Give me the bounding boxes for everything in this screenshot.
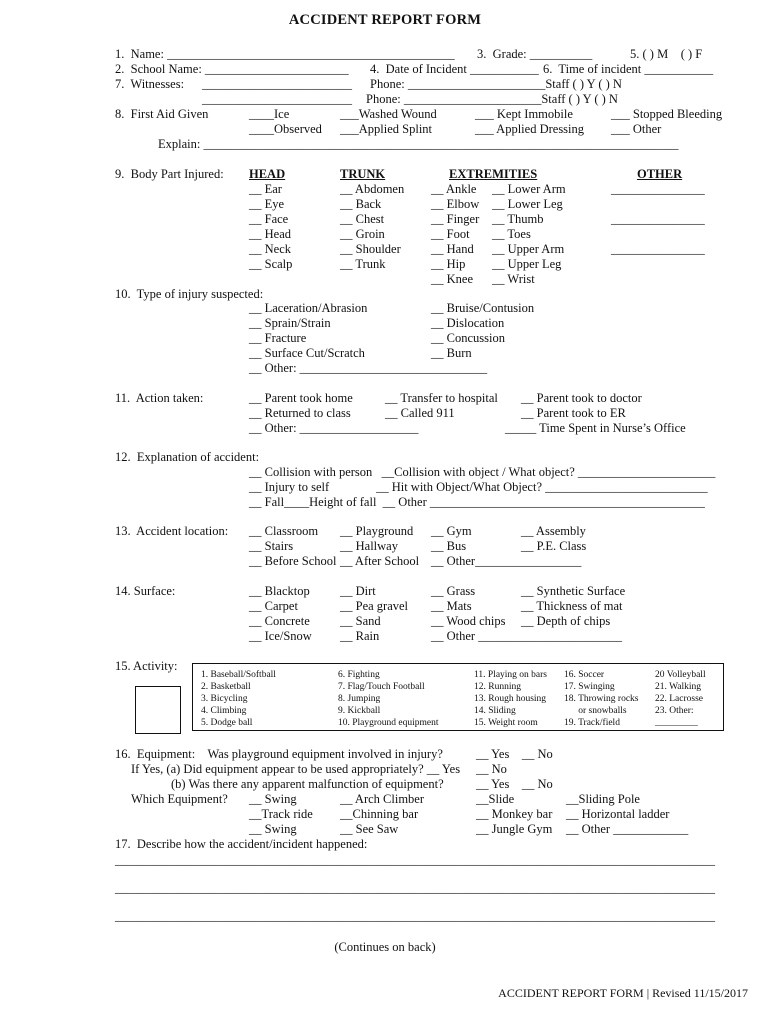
body-part-label: 9. Body Part Injured:: [115, 167, 224, 181]
trunk-trunk[interactable]: __ Trunk: [340, 257, 386, 271]
equipment-answer-2[interactable]: __ No: [476, 762, 507, 776]
action-called-911[interactable]: __ Called 911: [385, 406, 455, 420]
injury-dislocation[interactable]: __ Dislocation: [431, 316, 505, 330]
name-field[interactable]: 1. Name: ______________________________________________: [115, 47, 455, 61]
time-field[interactable]: 6. Time of incident ___________: [543, 62, 714, 76]
ext-upper-arm[interactable]: __ Upper Arm: [492, 242, 565, 256]
activity-19: 19. Track/field: [564, 718, 620, 728]
page-footer: ACCIDENT REPORT FORM | Revised 11/15/2017: [498, 986, 748, 1000]
explanation-row-2[interactable]: __ Injury to self __ Hit with Object/What Object? __________________________: [249, 480, 708, 494]
activity-9: 9. Kickball: [338, 706, 381, 716]
explanation-row-3[interactable]: __ Fall____Height of fall __ Other ____________________________________________: [249, 495, 705, 509]
head-face[interactable]: __ Face: [249, 212, 289, 226]
location-stairs[interactable]: __ Stairs: [249, 539, 294, 553]
witness-1-phone[interactable]: Phone: ______________________Staff ( ) Y ( ) N: [370, 77, 622, 91]
action-other[interactable]: __ Other: ___________________: [249, 421, 419, 435]
equipment-answer-1[interactable]: __ Yes __ No: [476, 747, 553, 761]
surface-ice-snow[interactable]: __ Ice/Snow: [249, 629, 312, 643]
activity-20: 20 Volleyball: [655, 670, 706, 680]
extremities-heading: EXTREMITIES: [449, 167, 538, 181]
continues-note: (Continues on back): [334, 940, 436, 954]
equip-see-saw[interactable]: __ See Saw: [340, 822, 399, 836]
surface-blacktop[interactable]: __ Blacktop: [249, 584, 310, 598]
activity-18-cont: or snowballs: [564, 706, 627, 716]
activity-10: 10. Playground equipment: [338, 718, 439, 728]
ext-hip[interactable]: __ Hip: [431, 257, 466, 271]
location-classroom[interactable]: __ Classroom: [249, 524, 319, 538]
first-aid-stopped-bleeding[interactable]: ___ Stopped Bleeding: [611, 107, 723, 121]
injury-concussion[interactable]: __ Concussion: [431, 331, 505, 345]
ext-ankle[interactable]: __ Ankle: [431, 182, 477, 196]
describe-line-1[interactable]: ________________________________________________________________________________________________: [115, 853, 715, 867]
location-after-school[interactable]: __ After School: [340, 554, 420, 568]
witness-2-field[interactable]: ________________________: [202, 92, 352, 106]
equipment-question-1: 16. Equipment: Was playground equipment involved in injury?: [115, 747, 443, 761]
describe-line-3[interactable]: ________________________________________________________________________________________________: [115, 909, 715, 923]
activity-23: 23. Other:: [655, 706, 694, 716]
other-heading: OTHER: [637, 167, 683, 181]
action-time-nurse[interactable]: _____ Time Spent in Nurse’s Office: [505, 421, 686, 435]
ext-upper-leg[interactable]: __ Upper Leg: [492, 257, 562, 271]
equip-monkey-bar[interactable]: __ Monkey bar: [476, 807, 553, 821]
activity-11: 11. Playing on bars: [474, 670, 548, 680]
activity-label: 15. Activity:: [115, 659, 178, 673]
first-aid-other[interactable]: ___ Other: [611, 122, 662, 136]
sex-field[interactable]: 5. ( ) M ( ) F: [630, 47, 703, 61]
trunk-abdomen[interactable]: __ Abdomen: [340, 182, 405, 196]
date-field[interactable]: 4. Date of Incident ___________: [370, 62, 539, 76]
surface-pea-gravel[interactable]: __ Pea gravel: [340, 599, 409, 613]
surface-sand[interactable]: __ Sand: [340, 614, 381, 628]
surface-synthetic[interactable]: __ Synthetic Surface: [521, 584, 626, 598]
action-parent-home[interactable]: __ Parent took home: [249, 391, 353, 405]
injury-sprain[interactable]: __ Sprain/Strain: [249, 316, 331, 330]
witness-1-field[interactable]: ________________________: [202, 77, 352, 91]
first-aid-ice[interactable]: ____Ice: [249, 107, 290, 121]
other-line-1[interactable]: _______________: [611, 182, 705, 196]
equip-jungle-gym[interactable]: __ Jungle Gym: [476, 822, 553, 836]
activity-16: 16. Soccer: [564, 670, 605, 680]
surface-concrete[interactable]: __ Concrete: [249, 614, 310, 628]
activity-1: 1. Baseball/Softball: [201, 670, 276, 680]
injury-type-label: 10. Type of injury suspected:: [115, 287, 264, 301]
ext-finger[interactable]: __ Finger: [431, 212, 480, 226]
location-bus[interactable]: __ Bus: [431, 539, 467, 553]
equip-other[interactable]: __ Other ____________: [566, 822, 689, 836]
equip-arch-climber[interactable]: __ Arch Climber: [340, 792, 425, 806]
ext-wrist[interactable]: __ Wrist: [492, 272, 535, 286]
activity-5: 5. Dodge ball: [201, 718, 253, 728]
activity-18: 18. Throwing rocks: [564, 694, 639, 704]
ext-toes[interactable]: __ Toes: [492, 227, 531, 241]
ext-lower-arm[interactable]: __ Lower Arm: [492, 182, 566, 196]
activity-3: 3. Bicycling: [201, 694, 248, 704]
trunk-heading: TRUNK: [340, 167, 386, 181]
first-aid-washed-wound[interactable]: ___Washed Wound: [340, 107, 437, 121]
equip-chinning-bar[interactable]: __Chinning bar: [340, 807, 419, 821]
surface-label: 14. Surface:: [115, 584, 176, 598]
trunk-shoulder[interactable]: __ Shoulder: [340, 242, 401, 256]
activity-15: 15. Weight room: [474, 718, 538, 728]
activity-7: 7. Flag/Touch Football: [338, 682, 425, 692]
activity-14: 14. Sliding: [474, 706, 516, 716]
surface-other[interactable]: __ Other _______________________: [431, 629, 622, 643]
action-parent-doctor[interactable]: __ Parent took to doctor: [521, 391, 642, 405]
activity-22: 22. Lacrosse: [655, 694, 704, 704]
ext-thumb[interactable]: __ Thumb: [492, 212, 544, 226]
surface-depth-chips[interactable]: __ Depth of chips: [521, 614, 611, 628]
head-head[interactable]: __ Head: [249, 227, 291, 241]
action-label: 11. Action taken:: [115, 391, 204, 405]
injury-laceration[interactable]: __ Laceration/Abrasion: [249, 301, 368, 315]
equip-sliding-pole[interactable]: __Sliding Pole: [566, 792, 640, 806]
activity-2: 2. Basketball: [201, 682, 251, 692]
equipment-question-3: (b) Was there any apparent malfunction of equipment?: [171, 777, 444, 791]
activity-code-box[interactable]: [135, 686, 181, 734]
surface-thickness-mat[interactable]: __ Thickness of mat: [521, 599, 623, 613]
location-pe-class[interactable]: __ P.E. Class: [521, 539, 587, 553]
location-playground[interactable]: __ Playground: [340, 524, 414, 538]
surface-carpet[interactable]: __ Carpet: [249, 599, 298, 613]
witnesses-label: 7. Witnesses:: [115, 77, 185, 91]
activity-12: 12. Running: [474, 682, 521, 692]
other-line-2[interactable]: _______________: [611, 212, 705, 226]
activity-8: 8. Jumping: [338, 694, 381, 704]
ext-knee[interactable]: __ Knee: [431, 272, 473, 286]
first-aid-observed[interactable]: ____Observed: [249, 122, 322, 136]
equipment-answer-3[interactable]: __ Yes __ No: [476, 777, 553, 791]
surface-grass[interactable]: __ Grass: [431, 584, 476, 598]
explanation-label: 12. Explanation of accident:: [115, 450, 260, 464]
location-before-school[interactable]: __ Before School: [249, 554, 337, 568]
ext-foot[interactable]: __ Foot: [431, 227, 470, 241]
action-parent-er[interactable]: __ Parent took to ER: [521, 406, 626, 420]
trunk-groin[interactable]: __ Groin: [340, 227, 385, 241]
first-aid-applied-dressing[interactable]: ___ Applied Dressing: [475, 122, 585, 136]
explanation-row-1[interactable]: __ Collision with person __Collision with object / What object? ______________________: [249, 465, 716, 479]
injury-fracture[interactable]: __ Fracture: [249, 331, 307, 345]
equip-slide[interactable]: __Slide: [476, 792, 515, 806]
trunk-chest[interactable]: __ Chest: [340, 212, 385, 226]
action-returned-class[interactable]: __ Returned to class: [249, 406, 351, 420]
describe-line-2[interactable]: ________________________________________________________________________________________________: [115, 881, 715, 895]
location-label: 13. Accident location:: [115, 524, 229, 538]
other-line-3[interactable]: _______________: [611, 242, 705, 256]
head-scalp[interactable]: __ Scalp: [249, 257, 293, 271]
which-equipment-label: Which Equipment?: [131, 792, 228, 806]
head-heading: HEAD: [249, 167, 286, 181]
first-aid-label: 8. First Aid Given: [115, 107, 209, 121]
activity-13: 13. Rough housing: [474, 694, 547, 704]
activity-21: 21. Walking: [655, 682, 702, 692]
injury-bruise[interactable]: __ Bruise/Contusion: [431, 301, 535, 315]
ext-hand[interactable]: __ Hand: [431, 242, 474, 256]
surface-dirt[interactable]: __ Dirt: [340, 584, 376, 598]
activity-6: 6. Fighting: [338, 670, 380, 680]
activity-17: 17. Swinging: [564, 682, 615, 692]
location-gym[interactable]: __ Gym: [431, 524, 472, 538]
head-ear[interactable]: __ Ear: [249, 182, 282, 196]
injury-surface-cut[interactable]: __ Surface Cut/Scratch: [249, 346, 365, 360]
equipment-question-2[interactable]: If Yes, (a) Did equipment appear to be used appropriately? __ Yes: [131, 762, 461, 776]
form-title: ACCIDENT REPORT FORM: [288, 12, 482, 28]
action-transfer-hospital[interactable]: __ Transfer to hospital: [385, 391, 498, 405]
first-aid-applied-splint[interactable]: ___Applied Splint: [340, 122, 433, 136]
surface-rain[interactable]: __ Rain: [340, 629, 380, 643]
surface-mats[interactable]: __ Mats: [431, 599, 472, 613]
first-aid-explain[interactable]: Explain: ____________________________________________________________________________: [158, 137, 679, 151]
equip-track-ride[interactable]: __Track ride: [249, 807, 313, 821]
grade-field[interactable]: 3. Grade: __________: [477, 47, 593, 61]
injury-other[interactable]: __ Other: ______________________________: [249, 361, 488, 375]
head-neck[interactable]: __ Neck: [249, 242, 291, 256]
location-hallway[interactable]: __ Hallway: [340, 539, 398, 553]
equip-swing-1[interactable]: __ Swing: [249, 792, 297, 806]
first-aid-kept-immobile[interactable]: ___ Kept Immobile: [475, 107, 573, 121]
surface-wood-chips[interactable]: __ Wood chips: [431, 614, 506, 628]
location-other[interactable]: __ Other_________________: [431, 554, 582, 568]
trunk-back[interactable]: __ Back: [340, 197, 382, 211]
equip-swing-2[interactable]: __ Swing: [249, 822, 297, 836]
location-assembly[interactable]: __ Assembly: [521, 524, 586, 538]
ext-lower-leg[interactable]: __ Lower Leg: [492, 197, 563, 211]
activity-23-line[interactable]: _________: [655, 718, 698, 728]
head-eye[interactable]: __ Eye: [249, 197, 285, 211]
school-name-field[interactable]: 2. School Name: _______________________: [115, 62, 349, 76]
witness-2-phone[interactable]: Phone: ______________________Staff ( ) Y ( ) N: [366, 92, 618, 106]
activity-4: 4. Climbing: [201, 706, 247, 716]
ext-elbow[interactable]: __ Elbow: [431, 197, 480, 211]
describe-label: 17. Describe how the accident/incident happened:: [115, 837, 368, 851]
injury-burn[interactable]: __ Burn: [431, 346, 472, 360]
equip-horizontal-ladder[interactable]: __ Horizontal ladder: [566, 807, 670, 821]
